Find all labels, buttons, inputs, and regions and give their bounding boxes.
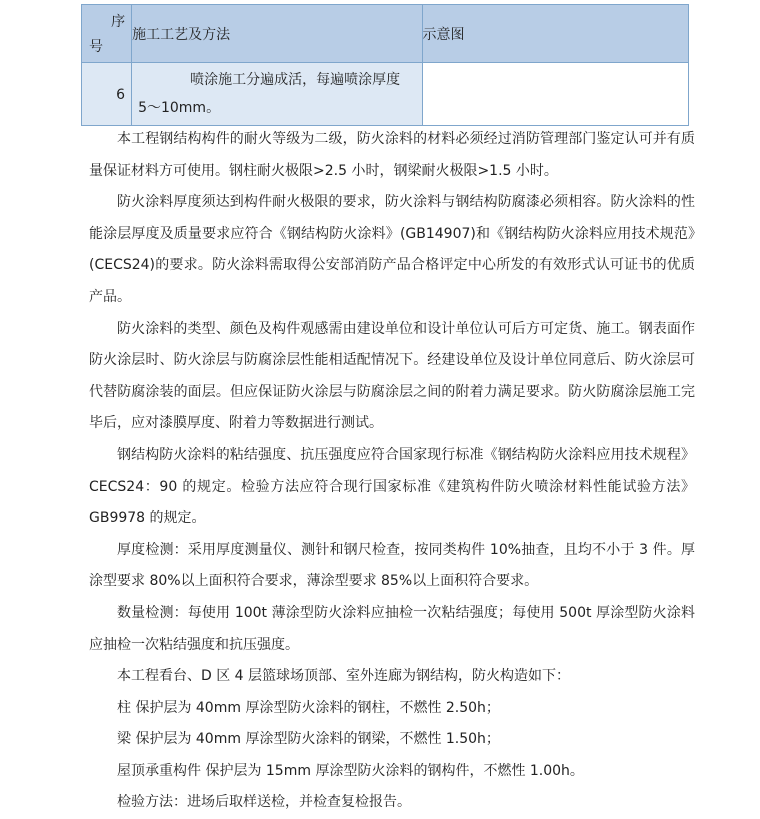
paragraph-quantity-check: 数量检测：每使用 100t 薄涂型防火涂料应抽检一次粘结强度；每使用 500t 厚涂型防火涂料应抽检一次粘结强度和抗压强度。 bbox=[89, 604, 695, 653]
row-diagram bbox=[422, 63, 688, 126]
header-seq-top: 序 bbox=[111, 14, 126, 30]
line-structure-scope: 本工程看台、D 区 4 层篮球场顶部、室外连廊为钢结构，防火构造如下： bbox=[117, 668, 571, 685]
paragraph-thickness-check: 厚度检测：采用厚度测量仪、测针和钢尺检查，按同类构件 10%抽查，且均不小于 3 件。厚涂型要求 80%以上面积符合要求，薄涂型要求 85%以上面积符合要求。 bbox=[89, 541, 695, 590]
paragraph-coating-type: 防火涂料的类型、颜色及构件观感需由建设单位和设计单位认可后方可定货、施工。钢表面作防火涂层时、防火涂层与防腐涂层性能相适配情况下。经建设单位及设计单位同意后、防火涂层可代替防腐涂装的面层。但应保证防火涂层与防腐涂层之间的附着力满足要求。防火防腐涂层施工完毕后，应对漆膜厚度、附着力等数据进行测试。 bbox=[89, 320, 695, 432]
paragraph-coating-thickness: 防火涂料厚度须达到构件耐火极限的要求，防火涂料与钢结构防腐漆必须相容。防火涂料的性能涂层厚度及质量要求应符合《钢结构防火涂料》(GB14907)和《钢结构防火涂料应用技术规范》(CECS24)的要求。防火涂料需取得公安部消防产品合格评定中心所发的有效形式认可证书的优质产品。 bbox=[89, 194, 695, 305]
paragraph-bond-strength: 钢结构防火涂料的粘结强度、抗压强度应符合国家现行标准《钢结构防火涂料应用技术规程》CECS24：90 的规定。检验方法应符合现行国家标准《建筑构件防火喷涂材料性能试验方法》GB9978 的规定。 bbox=[89, 446, 695, 527]
line-column: 柱 保护层为 40mm 厚涂型防火涂料的钢柱，不燃性 2.50h； bbox=[117, 699, 500, 716]
line-roof-members: 屋顶承重构件 保护层为 15mm 厚涂型防火涂料的钢构件，不燃性 1.00h。 bbox=[117, 762, 584, 779]
row-method bbox=[132, 63, 422, 126]
row-number: 6 bbox=[82, 63, 132, 126]
table-header-row bbox=[82, 5, 689, 63]
row-method-line2: 5～10mm。 bbox=[138, 100, 221, 116]
body-text bbox=[89, 124, 695, 819]
paragraph-fire-rating: 本工程钢结构构件的耐火等级为二级，防火涂料的材料必须经过消防管理部门鉴定认可并有质量保证材料方可使用。钢柱耐火极限>2.5 小时，钢梁耐火极限>1.5 小时。 bbox=[89, 131, 695, 179]
line-beam: 梁 保护层为 40mm 厚涂型防火涂料的钢梁，不燃性 1.50h； bbox=[117, 731, 500, 748]
process-table bbox=[81, 4, 689, 126]
row-method-line1: 喷涂施工分遍成活，每遍喷涂厚度 bbox=[190, 72, 401, 88]
table-row bbox=[82, 63, 689, 126]
header-seq-cell bbox=[82, 5, 132, 63]
header-diagram: 示意图 bbox=[422, 5, 688, 63]
line-inspection-method: 检验方法：进场后取样送检，并检查复检报告。 bbox=[117, 794, 411, 811]
header-seq-bottom: 号 bbox=[89, 39, 103, 55]
header-method: 施工工艺及方法 bbox=[132, 5, 422, 63]
